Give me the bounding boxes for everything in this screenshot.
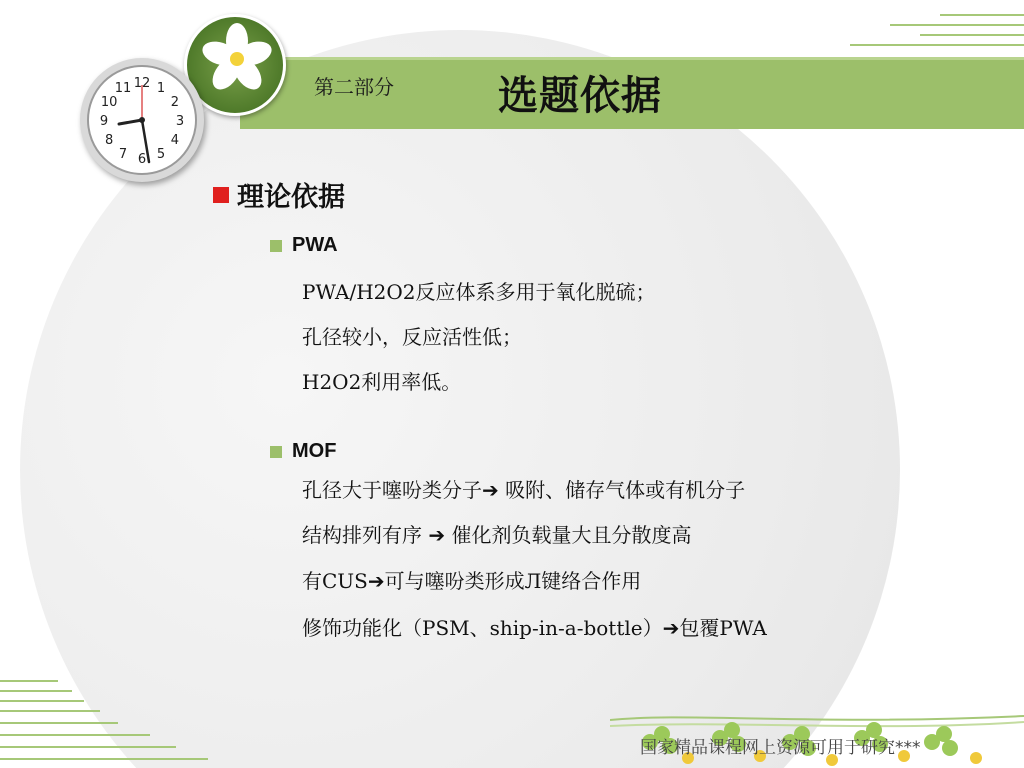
clock-number: 10 xyxy=(100,95,118,110)
bottom-left-decorative-lines xyxy=(0,676,220,768)
green-bullet-icon xyxy=(270,446,282,458)
subheading-pwa-text: PWA xyxy=(292,234,338,256)
top-right-decorative-lines xyxy=(830,10,1024,60)
mof-line-3: 有CUS➔可与噻吩类形成Л键络合作用 xyxy=(302,569,642,593)
clock-number: 11 xyxy=(114,81,132,97)
clock-number: 5 xyxy=(156,146,166,162)
subheading-pwa xyxy=(270,234,338,257)
mof-line-4: 修饰功能化（PSM、ship-in-a-bottle）➔包覆PWA xyxy=(302,616,767,640)
clock-number: 12 xyxy=(133,76,151,91)
clock-number: 7 xyxy=(118,146,128,162)
footer-text: 国家精品课程网上资源可用于研究*** xyxy=(640,738,921,758)
slide-title: 选题依据 xyxy=(498,73,662,119)
subheading-mof-text: MOF xyxy=(292,440,337,462)
clock-image xyxy=(80,58,204,182)
red-bullet-icon xyxy=(213,187,229,203)
pwa-line-2: 孔径较小，反应活性低； xyxy=(302,325,522,349)
clock-icon xyxy=(89,67,195,173)
clock-number: 8 xyxy=(104,133,114,148)
main-heading xyxy=(213,175,345,214)
mof-line-1: 孔径大于噻吩类分子➔ 吸附、储存气体或有机分子 xyxy=(302,478,746,502)
clock-number: 4 xyxy=(170,133,180,148)
main-heading-text: 理论依据 xyxy=(237,182,345,213)
title-band-highlight xyxy=(240,57,1024,60)
flower-icon xyxy=(187,17,283,113)
subheading-mof xyxy=(270,440,336,463)
clock-number: 9 xyxy=(99,114,109,129)
pwa-line-1: PWA/H2O2反应体系多用于氧化脱硫； xyxy=(302,280,656,304)
clock-number: 3 xyxy=(175,114,185,129)
clock-number: 6 xyxy=(137,152,147,167)
clock-face xyxy=(87,65,197,175)
section-label: 第二部分 xyxy=(314,75,394,99)
pwa-line-3: H2O2利用率低。 xyxy=(302,370,462,394)
green-bullet-icon xyxy=(270,240,282,252)
clock-number: 2 xyxy=(170,95,180,110)
mof-line-2: 结构排列有序 ➔ 催化剂负载量大且分散度高 xyxy=(302,523,692,547)
clock-number: 1 xyxy=(156,81,166,97)
